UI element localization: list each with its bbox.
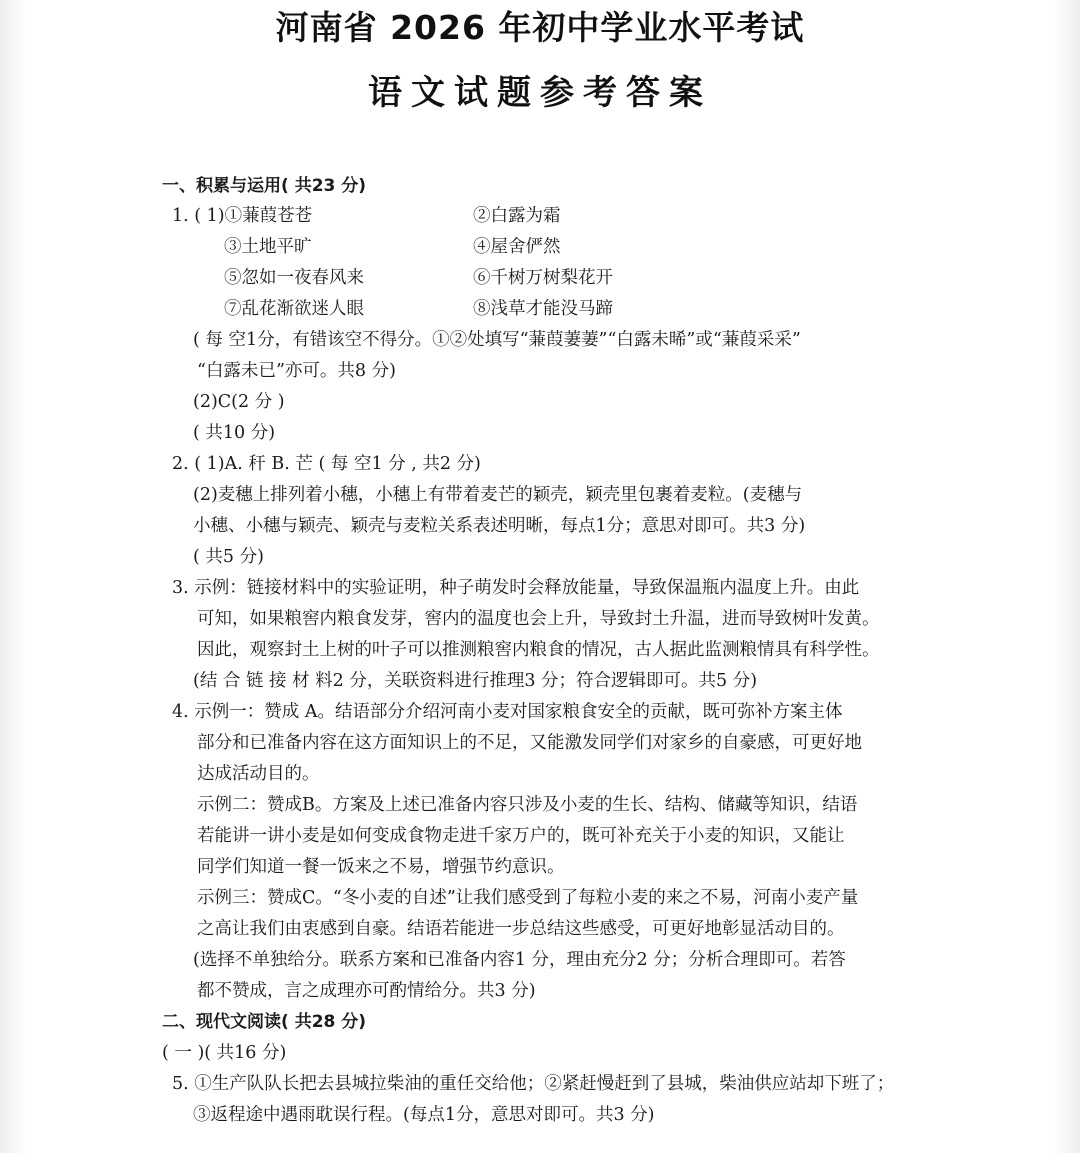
q4-example1-line1: 4. 示例一：赞成 A。结语部分介绍河南小麦对国家粮食安全的贡献，既可弥补方案主体 xyxy=(172,702,843,722)
q3-scoring-note: (结 合 链 接 材 料2 分，关联资料进行推理3 分；符合逻辑即可。共5 分) xyxy=(193,671,758,691)
q4-scoring-note-line2: 都不赞成，言之成理亦可酌情给分。共3 分) xyxy=(197,981,536,1001)
q1-answer-5: ⑤忽如一夜春风来 xyxy=(224,268,364,288)
q4-example3-line1: 示例三：赞成C。“冬小麦的自述”让我们感受到了每粒小麦的来之不易，河南小麦产量 xyxy=(197,888,859,908)
page-shadow-right xyxy=(1052,0,1080,1153)
q1-answer-4: ④屋舍俨然 xyxy=(473,237,561,257)
section-heading-1: 一、积累与运用( 共23 分) xyxy=(162,176,367,196)
q4-example2-line2: 若能讲一讲小麦是如何变成食物走进千家万户的，既可补充关于小麦的知识，又能让 xyxy=(197,826,845,846)
subsection-heading-1: ( 一 )( 共16 分) xyxy=(162,1043,287,1063)
q4-example1-line3: 达成活动目的。 xyxy=(197,764,320,784)
q1-total-score: ( 共10 分) xyxy=(193,423,276,443)
q1-answer-3: ③土地平旷 xyxy=(224,237,312,257)
q4-example1-line2: 部分和已准备内容在这方面知识上的不足，又能激发同学们对家乡的自豪感，可更好地 xyxy=(197,733,862,753)
q4-scoring-note-line1: (选择不单独给分。联系方案和已准备内容1 分，理由充分2 分；分析合理即可。若答 xyxy=(193,950,846,970)
q3-line3: 因此，观察封土上树的叶子可以推测粮窖内粮食的情况，古人据此监测粮情具有科学性。 xyxy=(197,640,880,660)
q4-example2-line3: 同学们知道一餐一饭来之不易，增强节约意识。 xyxy=(197,857,565,877)
q2-lead: 2. ( 1)A. 秆 B. 芒 ( 每 空1 分 , 共2 分) xyxy=(172,454,481,474)
q1-answer-8: ⑧浅草才能没马蹄 xyxy=(473,299,613,319)
page-subtitle: 语文试题参考答案 xyxy=(368,73,712,113)
q2-part2-line2: 小穗、小穗与颖壳、颖壳与麦粒关系表述明晰，每点1分；意思对即可。共3 分) xyxy=(193,516,806,536)
q1-part2-answer: (2)C(2 分 ) xyxy=(193,392,285,412)
q1-answer-7: ⑦乱花渐欲迷人眼 xyxy=(224,299,364,319)
q5-line1: 5. ①生产队队长把去县城拉柴油的重任交给他；②紧赶慢赶到了县城，柴油供应站却下班了； xyxy=(172,1074,895,1094)
page-title: 河南省 2026 年初中学业水平考试 xyxy=(275,8,805,47)
q2-part2-line1: (2)麦穗上排列着小穗，小穗上有带着麦芒的颖壳，颖壳里包裹着麦粒。(麦穗与 xyxy=(193,485,803,505)
q2-total-score: ( 共5 分) xyxy=(193,547,264,567)
q3-line1: 3. 示例：链接材料中的实验证明，种子萌发时会释放能量，导致保温瓶内温度上升。由此 xyxy=(172,578,860,598)
q1-scoring-note-line1: ( 每 空1分，有错该空不得分。①②处填写“蒹葭萋萋”“白露未晞”或“蒹葭采采” xyxy=(193,330,801,350)
q5-line2: ③返程途中遇雨耽误行程。(每点1分，意思对即可。共3 分) xyxy=(193,1105,655,1125)
section-heading-2: 二、现代文阅读( 共28 分) xyxy=(162,1012,367,1032)
q3-line2: 可知，如果粮窖内粮食发芽，窖内的温度也会上升，导致封土升温，进而导致树叶发黄。 xyxy=(197,609,880,629)
q4-example3-line2: 之高让我们由衷感到自豪。结语若能进一步总结这些感受，可更好地彰显活动目的。 xyxy=(197,919,845,939)
q4-example2-line1: 示例二：赞成B。方案及上述已准备内容只涉及小麦的生长、结构、储藏等知识，结语 xyxy=(197,795,858,815)
page-shadow-left xyxy=(0,0,28,1153)
q1-scoring-note-line2: “白露未已”亦可。共8 分) xyxy=(197,361,396,381)
q1-lead: 1. ( 1)①蒹葭苍苍 xyxy=(172,206,313,226)
q1-answer-2: ②白露为霜 xyxy=(473,206,561,226)
q1-answer-6: ⑥千树万树梨花开 xyxy=(473,268,613,288)
